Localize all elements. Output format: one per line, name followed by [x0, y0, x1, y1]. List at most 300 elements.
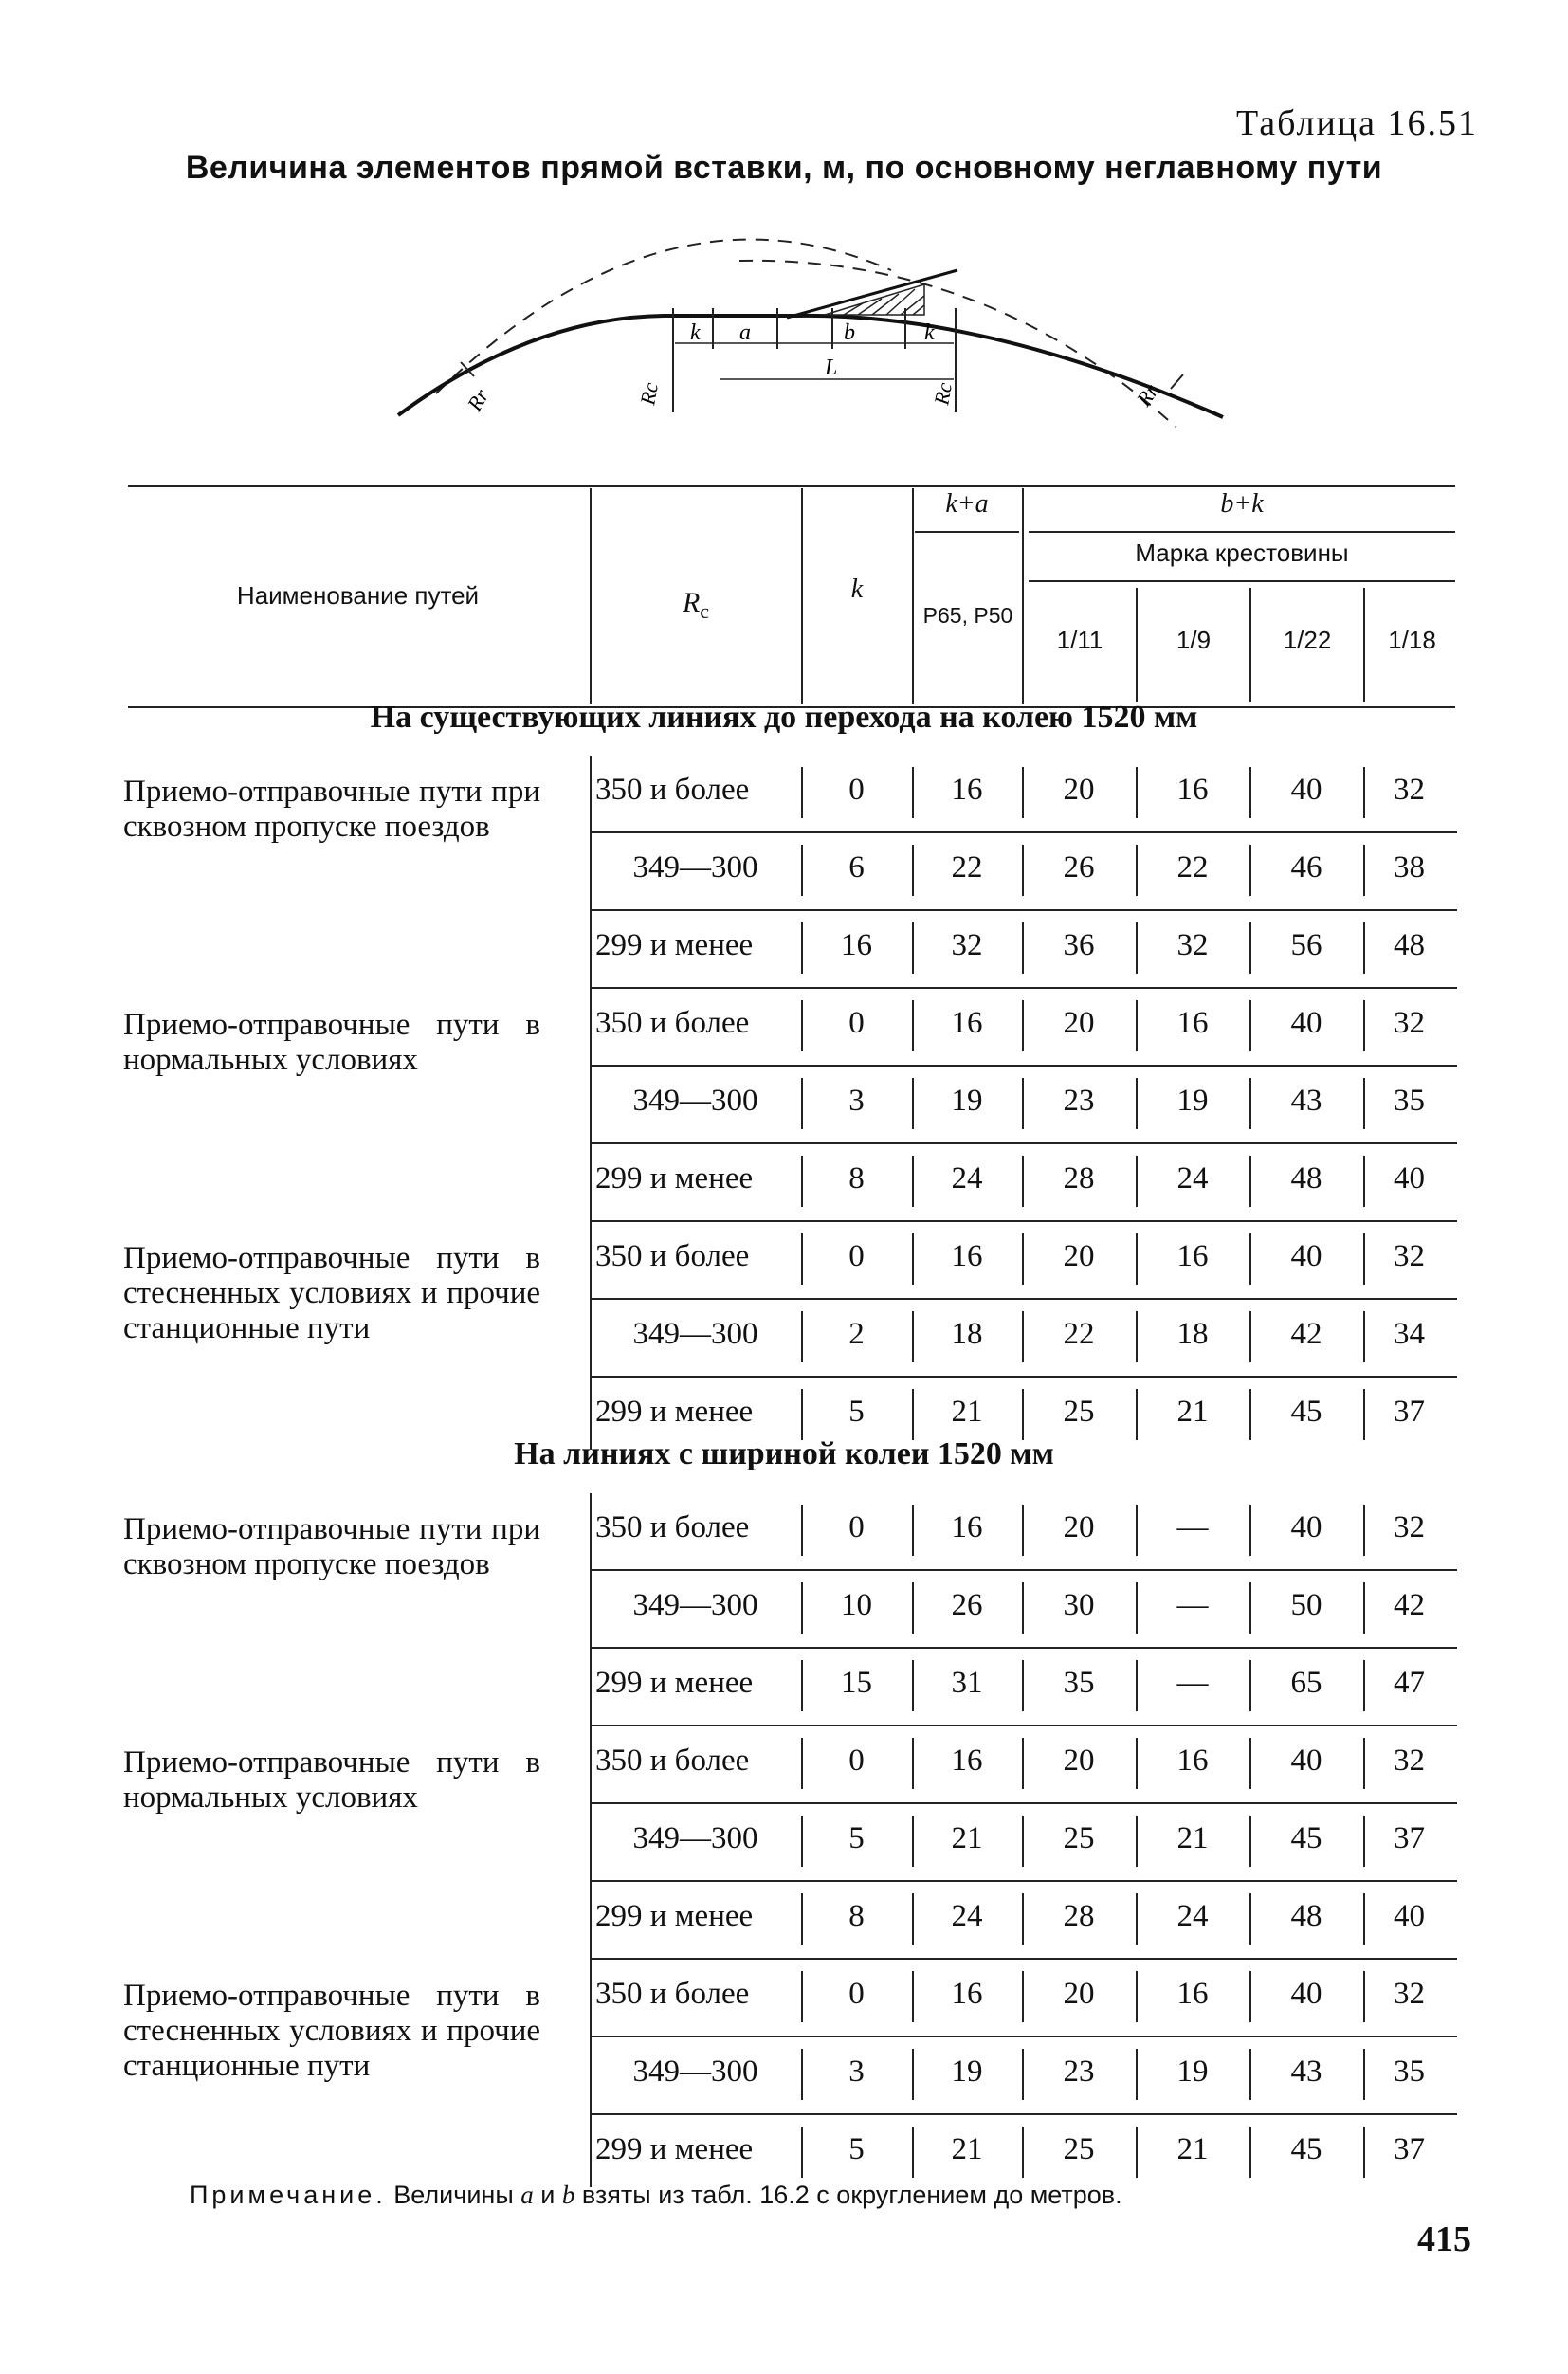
cell-divider	[1022, 1156, 1024, 1207]
row-rule	[592, 987, 1457, 989]
cell-divider	[912, 1000, 914, 1051]
table-title: Величина элементов прямой вставки, м, по основному неглавному пути	[185, 150, 1383, 186]
cell-divider	[1249, 767, 1251, 818]
cell-divider	[912, 922, 914, 974]
cell-divider	[1136, 922, 1138, 974]
value-cell: 20	[1063, 773, 1095, 807]
cell-divider	[1363, 1660, 1365, 1711]
value-cell: 24	[1176, 1161, 1209, 1196]
header-divider-5	[1136, 588, 1138, 702]
rc-cell: 349—300	[632, 1317, 758, 1351]
cell-divider	[1249, 1816, 1251, 1867]
footnote-text-3: взяты из табл. 16.2 с округлением до метров.	[581, 2181, 1122, 2209]
value-cell: 16	[951, 773, 983, 807]
cell-divider	[1249, 1156, 1251, 1207]
value-cell: 37	[1394, 1821, 1425, 1855]
cell-divider	[912, 1156, 914, 1207]
cell-divider	[912, 1971, 914, 2022]
header-name-col: Наименование путей	[236, 581, 480, 610]
cell-divider	[1022, 1738, 1024, 1789]
group-name: Приемо-отправочные пути при сквозном пропуске поездов	[123, 775, 540, 844]
row-rule	[592, 1802, 1457, 1804]
cell-divider	[1136, 1505, 1138, 1556]
value-cell: 16	[951, 1510, 983, 1544]
value-cell: 16	[1176, 1239, 1209, 1273]
header-rc-col: $R_с$	[682, 587, 710, 623]
rc-cell: 299 и менее	[595, 928, 754, 962]
cell-divider	[1136, 845, 1138, 896]
cell-divider	[801, 922, 803, 974]
row-rule	[592, 1725, 1457, 1726]
cell-divider	[1136, 2127, 1138, 2178]
value-cell: 21	[1176, 1395, 1209, 1429]
rc-cell: 350 и более	[595, 1977, 750, 2011]
cell-divider	[1249, 1505, 1251, 1556]
rc-cell: 350 и более	[595, 1006, 750, 1040]
cell-divider	[1136, 767, 1138, 818]
cell-divider	[1136, 1738, 1138, 1789]
cell-divider	[1022, 767, 1024, 818]
header-divider-4	[1022, 488, 1024, 704]
cell-divider	[1136, 1893, 1138, 1945]
cell-divider	[1249, 845, 1251, 896]
rc-cell: 299 и менее	[595, 1899, 754, 1933]
rc-cell: 349—300	[632, 1821, 758, 1855]
cell-divider	[801, 1816, 803, 1867]
cell-divider	[912, 1078, 914, 1129]
row-rule	[592, 1880, 1457, 1882]
cell-divider	[912, 1893, 914, 1945]
value-cell: 45	[1290, 1395, 1322, 1429]
cell-divider	[912, 1389, 914, 1440]
cell-divider	[1022, 1078, 1024, 1129]
row-rule	[592, 909, 1457, 911]
value-cell: 19	[1176, 1084, 1209, 1118]
value-cell: 28	[1063, 1161, 1095, 1196]
row-rule	[592, 1220, 1457, 1222]
value-cell: 19	[951, 1084, 983, 1118]
cell-divider	[1249, 1893, 1251, 1945]
header-ka-sub: Р65, Р50	[922, 603, 1013, 628]
cell-divider	[1363, 1893, 1365, 1945]
rc-cell: 299 и менее	[595, 1395, 754, 1429]
row-rule	[592, 1065, 1457, 1067]
value-cell: 48	[1290, 1899, 1322, 1933]
cell-divider	[1363, 1311, 1365, 1362]
group-name: Приемо-отправочные пути в нормальных условиях	[123, 1008, 540, 1077]
cell-divider	[1363, 1078, 1365, 1129]
cell-divider	[1363, 1000, 1365, 1051]
row-rule	[592, 2113, 1457, 2115]
value-cell: 26	[951, 1588, 983, 1622]
cell-divider	[1249, 922, 1251, 974]
value-cell: 36	[1063, 928, 1095, 962]
value-cell: 42	[1394, 1588, 1425, 1622]
value-cell: 30	[1063, 1588, 1095, 1622]
value-cell: 0	[848, 1510, 865, 1544]
row-rule	[592, 1142, 1457, 1144]
header-divider-1	[590, 488, 592, 704]
cell-divider	[1022, 2127, 1024, 2178]
value-cell: 21	[951, 2132, 983, 2166]
value-cell: 32	[1394, 773, 1425, 807]
value-cell: 22	[951, 850, 983, 885]
value-cell: 3	[848, 1084, 865, 1118]
value-cell: 20	[1063, 1006, 1095, 1040]
header-divider-7	[1363, 588, 1365, 702]
value-cell: 32	[1394, 1977, 1425, 2011]
value-cell: 21	[951, 1821, 983, 1855]
value-cell: 16	[951, 1744, 983, 1778]
cell-divider	[912, 1233, 914, 1285]
value-cell: 24	[951, 1161, 983, 1196]
value-cell: —	[1176, 1588, 1209, 1622]
cell-divider	[801, 1505, 803, 1556]
value-cell: 32	[1394, 1744, 1425, 1778]
rc-cell: 349—300	[632, 1084, 758, 1118]
value-cell: 22	[1176, 850, 1209, 885]
rc-column-rule	[590, 756, 592, 1450]
cell-divider	[1136, 1311, 1138, 1362]
diagram-label-rc-left: Rc	[635, 380, 663, 407]
footnote-label: Примечание.	[190, 2181, 387, 2209]
value-cell: 0	[848, 1239, 865, 1273]
value-cell: 0	[848, 773, 865, 807]
cell-divider	[1363, 2127, 1365, 2178]
value-cell: 22	[1063, 1317, 1095, 1351]
row-rule	[592, 1647, 1457, 1649]
diagram-label-rc-right: Rc	[929, 380, 957, 407]
cell-divider	[1363, 845, 1365, 896]
value-cell: 16	[1176, 1977, 1209, 2011]
cell-divider	[1136, 1233, 1138, 1285]
value-cell: 50	[1290, 1588, 1322, 1622]
cell-divider	[1363, 1505, 1365, 1556]
cell-divider	[801, 1738, 803, 1789]
value-cell: 5	[848, 2132, 865, 2166]
value-cell: 16	[951, 1006, 983, 1040]
cell-divider	[1022, 845, 1024, 896]
value-cell: 48	[1290, 1161, 1322, 1196]
header-ka-col: k+a	[945, 489, 989, 519]
cell-divider	[1022, 1000, 1024, 1051]
cell-divider	[1363, 922, 1365, 974]
value-cell: 10	[841, 1588, 872, 1622]
cell-divider	[1136, 1078, 1138, 1129]
value-cell: 38	[1394, 850, 1425, 885]
value-cell: 0	[848, 1006, 865, 1040]
section-title: На линиях с шириной колеи 1520 мм	[514, 1436, 1054, 1471]
cell-divider	[1363, 1233, 1365, 1285]
cell-divider	[1022, 1893, 1024, 1945]
value-cell: 16	[951, 1239, 983, 1273]
group-name: Приемо-отправочные пути в нормальных условиях	[123, 1745, 540, 1815]
value-cell: 2	[848, 1317, 865, 1351]
value-cell: 21	[1176, 2132, 1209, 2166]
value-cell: 15	[841, 1666, 872, 1700]
cell-divider	[1022, 2049, 1024, 2100]
cell-divider	[912, 1738, 914, 1789]
value-cell: 34	[1394, 1317, 1425, 1351]
cell-divider	[801, 1893, 803, 1945]
footnote-a: a	[520, 2181, 534, 2209]
cell-divider	[1249, 1738, 1251, 1789]
value-cell: 40	[1290, 1744, 1322, 1778]
cell-divider	[801, 1233, 803, 1285]
value-cell: 18	[951, 1317, 983, 1351]
mark-rule	[1029, 580, 1455, 582]
cell-divider	[1249, 2049, 1251, 2100]
rc-cell: 349—300	[632, 1588, 758, 1622]
cell-divider	[801, 2049, 803, 2100]
cell-divider	[801, 1156, 803, 1207]
cell-divider	[1249, 1000, 1251, 1051]
rc-cell: 299 и менее	[595, 1161, 754, 1196]
rc-cell: 350 и более	[595, 1510, 750, 1544]
rc-cell: 299 и менее	[595, 2132, 754, 2166]
cell-divider	[912, 1816, 914, 1867]
value-cell: 16	[1176, 773, 1209, 807]
value-cell: 40	[1290, 1510, 1322, 1544]
value-cell: 42	[1290, 1317, 1322, 1351]
value-cell: 16	[951, 1977, 983, 2011]
row-rule	[592, 2036, 1457, 2037]
row-rule	[592, 1569, 1457, 1571]
group-name: Приемо-отправочные пути в стесненных условиях и прочие станционные пути	[123, 1979, 540, 2083]
value-cell: 25	[1063, 1821, 1095, 1855]
value-cell: 28	[1063, 1899, 1095, 1933]
value-cell: 5	[848, 1395, 865, 1429]
cell-divider	[1363, 1738, 1365, 1789]
cell-divider	[912, 767, 914, 818]
page-number: 415	[1417, 2219, 1471, 2259]
rc-cell: 349—300	[632, 2054, 758, 2089]
footnote	[190, 2181, 1122, 2210]
cell-divider	[1136, 1389, 1138, 1440]
cell-divider	[1249, 2127, 1251, 2178]
value-cell: 16	[841, 928, 872, 962]
value-cell: 21	[951, 1395, 983, 1429]
diagram-label-k1: k	[690, 320, 701, 345]
cell-divider	[912, 2127, 914, 2178]
row-rule	[592, 1298, 1457, 1300]
rc-cell: 350 и более	[595, 773, 750, 807]
section-title: На существующих линиях до перехода на колею 1520 мм	[370, 700, 1198, 735]
cell-divider	[1363, 1816, 1365, 1867]
value-cell: 8	[848, 1161, 865, 1196]
header-k-col: k	[850, 575, 864, 604]
header-top-rule	[128, 485, 1455, 487]
value-cell: 20	[1063, 1744, 1095, 1778]
value-cell: 3	[848, 2054, 865, 2089]
rc-cell: 349—300	[632, 850, 758, 885]
value-cell: 37	[1394, 1395, 1425, 1429]
cell-divider	[801, 1582, 803, 1634]
cell-divider	[801, 2127, 803, 2178]
ka-rule	[915, 531, 1019, 533]
value-cell: 32	[1394, 1239, 1425, 1273]
diagram-label-L: L	[825, 356, 838, 380]
value-cell: 43	[1290, 2054, 1322, 2089]
group-name: Приемо-отправочные пути при сквозном пропуске поездов	[123, 1512, 540, 1581]
cell-divider	[912, 1505, 914, 1556]
footnote-b: b	[561, 2181, 575, 2209]
value-cell: 6	[848, 850, 865, 885]
value-cell: 32	[1176, 928, 1209, 962]
cell-divider	[1249, 1660, 1251, 1711]
header-mark-3: 1/22	[1283, 626, 1332, 654]
value-cell: 40	[1290, 1006, 1322, 1040]
cell-divider	[801, 1971, 803, 2022]
cell-divider	[1136, 1971, 1138, 2022]
value-cell: 46	[1290, 850, 1322, 885]
cell-divider	[912, 1311, 914, 1362]
value-cell: 40	[1290, 1239, 1322, 1273]
cell-divider	[1363, 1389, 1365, 1440]
cell-divider	[1022, 1971, 1024, 2022]
cell-divider	[1136, 1660, 1138, 1711]
cell-divider	[1249, 1078, 1251, 1129]
table-number: Таблица 16.51	[1235, 103, 1478, 143]
rc-cell: 350 и более	[595, 1744, 750, 1778]
cell-divider	[1249, 1233, 1251, 1285]
value-cell: 24	[951, 1899, 983, 1933]
value-cell: 25	[1063, 1395, 1095, 1429]
cell-divider	[1136, 1816, 1138, 1867]
value-cell: 23	[1063, 2054, 1095, 2089]
value-cell: 25	[1063, 2132, 1095, 2166]
value-cell: 8	[848, 1899, 865, 1933]
diagram-label-rr-right: Rr	[1131, 379, 1163, 411]
cell-divider	[1022, 1233, 1024, 1285]
cell-divider	[1363, 767, 1365, 818]
value-cell: 45	[1290, 2132, 1322, 2166]
value-cell: 45	[1290, 1821, 1322, 1855]
value-cell: 65	[1290, 1666, 1322, 1700]
value-cell: 40	[1290, 773, 1322, 807]
cell-divider	[1136, 1156, 1138, 1207]
value-cell: 37	[1394, 2132, 1425, 2166]
value-cell: 40	[1290, 1977, 1322, 2011]
value-cell: 16	[1176, 1006, 1209, 1040]
cell-divider	[801, 1389, 803, 1440]
cell-divider	[801, 1000, 803, 1051]
value-cell: 32	[1394, 1510, 1425, 1544]
value-cell: 43	[1290, 1084, 1322, 1118]
cell-divider	[1136, 2049, 1138, 2100]
value-cell: 0	[848, 1977, 865, 2011]
header-bk-col: b+k	[1220, 489, 1264, 519]
diagram-label-k2: k	[924, 320, 935, 345]
cell-divider	[1363, 1582, 1365, 1634]
cell-divider	[912, 1582, 914, 1634]
header-mark-2: 1/9	[1176, 626, 1212, 654]
value-cell: 40	[1394, 1161, 1425, 1196]
cell-divider	[801, 845, 803, 896]
cell-divider	[1363, 1971, 1365, 2022]
value-cell: 35	[1394, 2054, 1425, 2089]
header-mark-1: 1/11	[1056, 626, 1103, 654]
value-cell: 18	[1176, 1317, 1209, 1351]
cell-divider	[1136, 1000, 1138, 1051]
cell-divider	[801, 1078, 803, 1129]
value-cell: 35	[1063, 1666, 1095, 1700]
cell-divider	[1249, 1971, 1251, 2022]
value-cell: 20	[1063, 1239, 1095, 1273]
rc-cell: 299 и менее	[595, 1666, 754, 1700]
value-cell: 21	[1176, 1821, 1209, 1855]
cell-divider	[1249, 1311, 1251, 1362]
diagram-label-b: b	[844, 320, 855, 345]
row-rule	[592, 1958, 1457, 1960]
rc-cell: 350 и более	[595, 1239, 750, 1273]
diagram-label-a: a	[739, 320, 751, 345]
value-cell: 19	[951, 2054, 983, 2089]
footnote-text-2: и	[540, 2181, 556, 2209]
header-divider-2	[801, 488, 803, 704]
value-cell: 31	[951, 1666, 983, 1700]
track-diagram	[379, 237, 1251, 455]
row-rule	[592, 831, 1457, 833]
value-cell: 48	[1394, 928, 1425, 962]
bk-rule	[1029, 531, 1455, 533]
header-divider-3	[912, 488, 914, 704]
value-cell: 23	[1063, 1084, 1095, 1118]
value-cell: 0	[848, 1744, 865, 1778]
cell-divider	[801, 767, 803, 818]
value-cell: 40	[1394, 1899, 1425, 1933]
cell-divider	[1022, 1311, 1024, 1362]
value-cell: —	[1176, 1510, 1209, 1544]
cell-divider	[1022, 922, 1024, 974]
value-cell: 32	[1394, 1006, 1425, 1040]
diagram-label-rr-left: Rr	[462, 384, 494, 415]
header-divider-6	[1249, 588, 1251, 702]
header-mark-4: 1/18	[1388, 626, 1436, 654]
cell-divider	[1022, 1660, 1024, 1711]
value-cell: 16	[1176, 1744, 1209, 1778]
row-rule	[592, 1376, 1457, 1378]
value-cell: 24	[1176, 1899, 1209, 1933]
footnote-text-1: Величины	[393, 2181, 514, 2209]
cell-divider	[801, 1311, 803, 1362]
rc-column-rule	[590, 1493, 592, 2187]
value-cell: 47	[1394, 1666, 1425, 1700]
value-cell: 20	[1063, 1977, 1095, 2011]
cell-divider	[1363, 1156, 1365, 1207]
value-cell: —	[1176, 1666, 1209, 1700]
cell-divider	[1249, 1389, 1251, 1440]
value-cell: 19	[1176, 2054, 1209, 2089]
value-cell: 5	[848, 1821, 865, 1855]
cell-divider	[1022, 1505, 1024, 1556]
cell-divider	[1136, 1582, 1138, 1634]
cell-divider	[1022, 1389, 1024, 1440]
group-name: Приемо-отправочные пути в стесненных условиях и прочие станционные пути	[123, 1241, 540, 1345]
cell-divider	[1249, 1582, 1251, 1634]
cell-divider	[912, 845, 914, 896]
value-cell: 35	[1394, 1084, 1425, 1118]
cell-divider	[1022, 1816, 1024, 1867]
cell-divider	[912, 2049, 914, 2100]
value-cell: 20	[1063, 1510, 1095, 1544]
cell-divider	[912, 1660, 914, 1711]
cell-divider	[801, 1660, 803, 1711]
value-cell: 32	[951, 928, 983, 962]
cell-divider	[1022, 1582, 1024, 1634]
cell-divider	[1363, 2049, 1365, 2100]
value-cell: 26	[1063, 850, 1095, 885]
